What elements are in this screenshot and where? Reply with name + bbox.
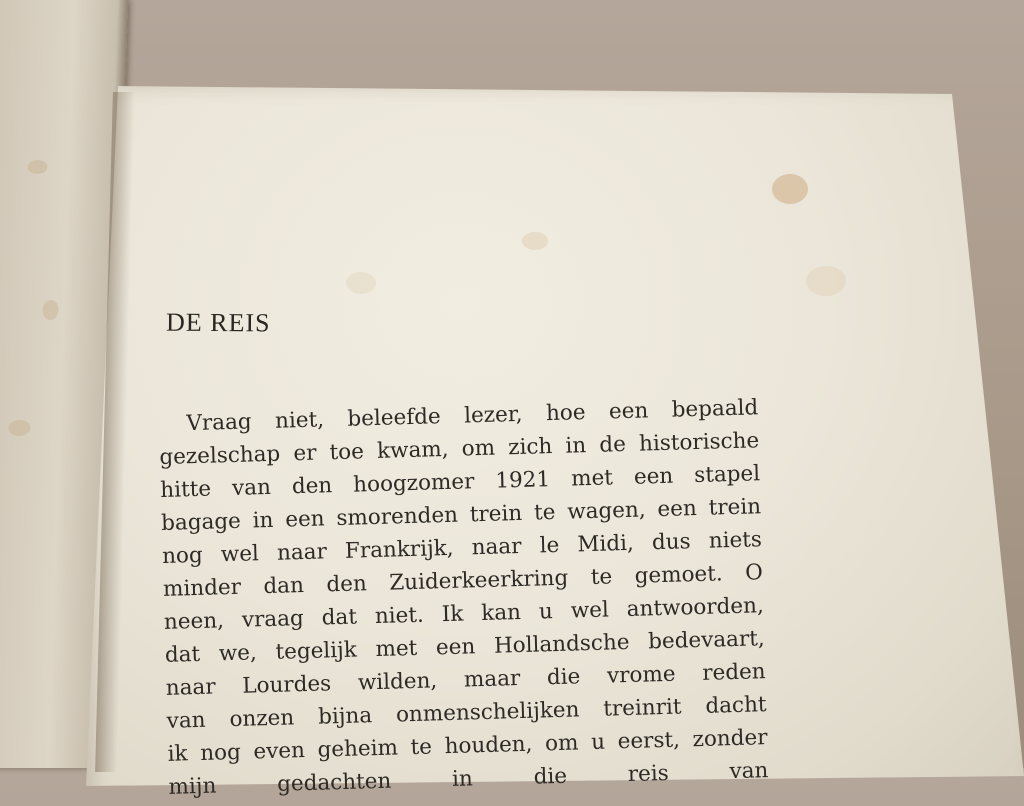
paper-stain	[772, 174, 808, 204]
paper-stain	[8, 420, 31, 436]
text-line: gezelschap er toe kwam, om zich in de historische	[159, 428, 760, 470]
chapter-heading: DE REIS	[165, 307, 271, 338]
body-paragraph	[158, 391, 769, 804]
text-line: minder dan den Zuiderkeerkring te gemoet. O	[162, 560, 764, 602]
text-line: van onzen bijna onmenschelijken treinrit dacht	[166, 692, 767, 734]
text-line: neen, vraag dat niet. Ik kan u wel antwoorden,	[163, 593, 765, 635]
text-line: bagage in een smorenden trein te wagen, een trein	[160, 494, 762, 536]
paper-stain	[806, 266, 846, 296]
text-line: Vraag niet, beleefde lezer, hoe een bepaald	[186, 395, 759, 437]
text-line: dat we, tegelijk met een Hollandsche bedevaart,	[164, 626, 766, 668]
text-line: nog wel naar Frankrijk, naar le Midi, dus niets	[161, 527, 763, 569]
text-line: mijn gedachten in die reis van	[168, 758, 769, 800]
text-line: ik nog even geheim te houden, om u eerst, zonder	[167, 725, 768, 767]
paper-stain	[346, 272, 376, 294]
paper-stain	[27, 160, 47, 174]
text-line: naar Lourdes wilden, maar die vrome reden	[165, 659, 766, 701]
paper-stain	[522, 232, 548, 250]
text-line: hitte van den hoogzomer 1921 met een stapel	[159, 461, 761, 503]
paper-stain	[42, 300, 59, 320]
